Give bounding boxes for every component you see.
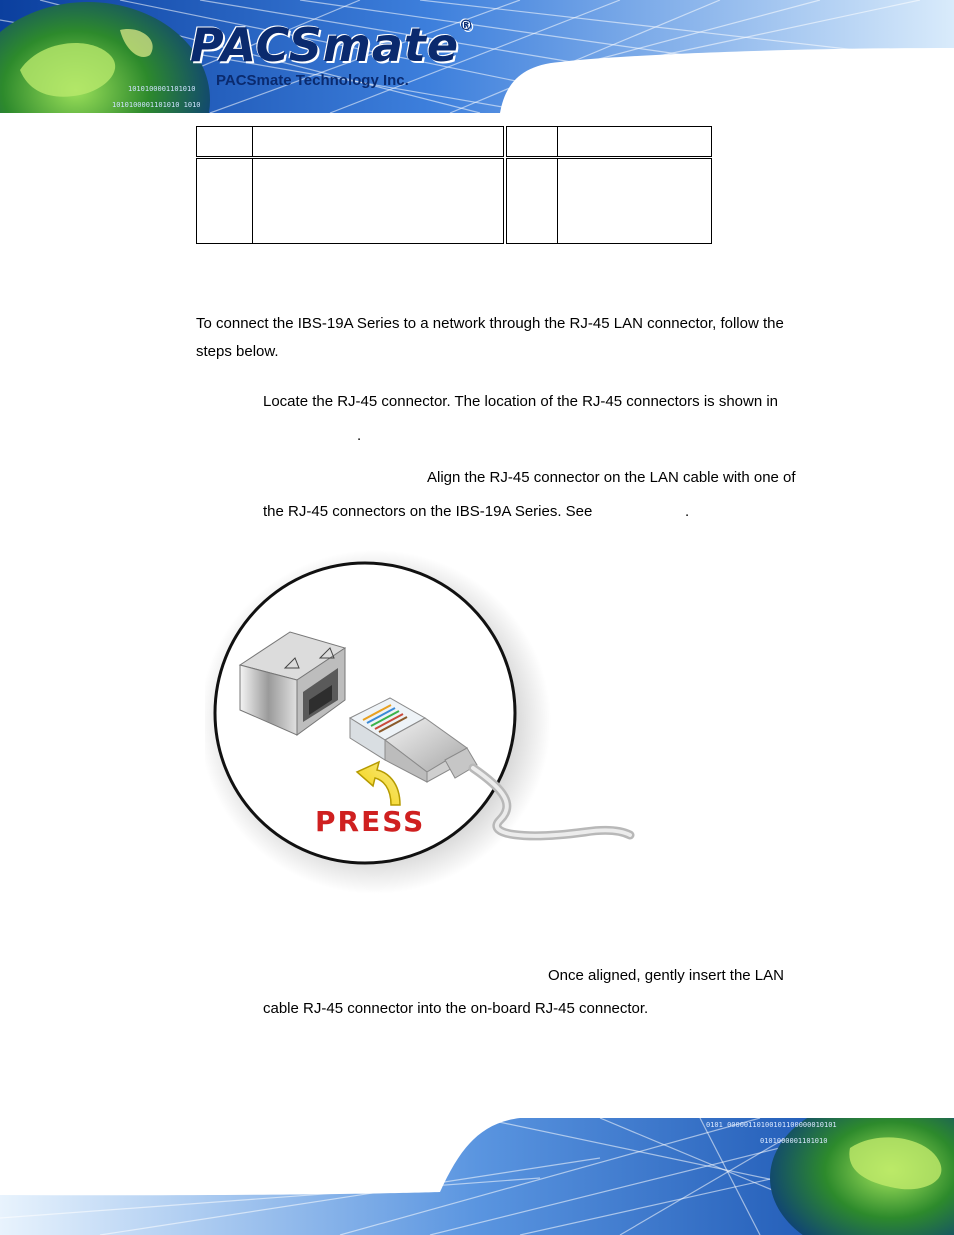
step-1-text: Locate the RJ-45 connector. The location of the RJ-45 connectors is shown in [263, 393, 779, 410]
intro-text: steps below. [196, 343, 279, 360]
footer-banner [0, 1118, 954, 1235]
rj45-illustration [205, 550, 645, 900]
lan-connection-figure [205, 550, 645, 900]
brand-logo: PACSmate® [190, 18, 475, 72]
binary-strip: 1010100001101010 1010 [112, 101, 201, 109]
step-3-text: Once aligned, gently insert the LAN [548, 967, 784, 984]
table-cell [557, 158, 712, 244]
binary-strip: 0101 00000110100101100000010101 [706, 1121, 837, 1129]
pinout-table [196, 126, 712, 244]
step-1-text-end: . [357, 427, 362, 444]
brand-tagline: PACSmate Technology Inc. [216, 72, 409, 89]
table-header-cell [252, 126, 504, 157]
table-header-cell [506, 126, 558, 157]
step-2-text: the RJ-45 connectors on the IBS-19A Series. See [263, 503, 593, 520]
header-banner [0, 0, 954, 113]
table-cell [506, 158, 558, 244]
step-2-text-end: . [685, 503, 690, 520]
step-2-text: Align the RJ-45 connector on the LAN cable with one of [427, 469, 796, 486]
table-header-cell [196, 126, 253, 157]
page-header [0, 0, 954, 113]
table-cell [196, 158, 253, 244]
binary-strip: 0101000001101010 [760, 1137, 828, 1145]
page-footer [0, 1118, 954, 1235]
table-header-cell [557, 126, 712, 157]
press-label: PRESS [315, 805, 426, 838]
intro-text: To connect the IBS-19A Series to a network through the RJ-45 LAN connector, follow the [196, 315, 784, 332]
table-cell [252, 158, 504, 244]
binary-strip: 1010100001101010 [128, 85, 196, 93]
step-3-text: cable RJ-45 connector into the on-board RJ-45 connector. [263, 1000, 649, 1017]
